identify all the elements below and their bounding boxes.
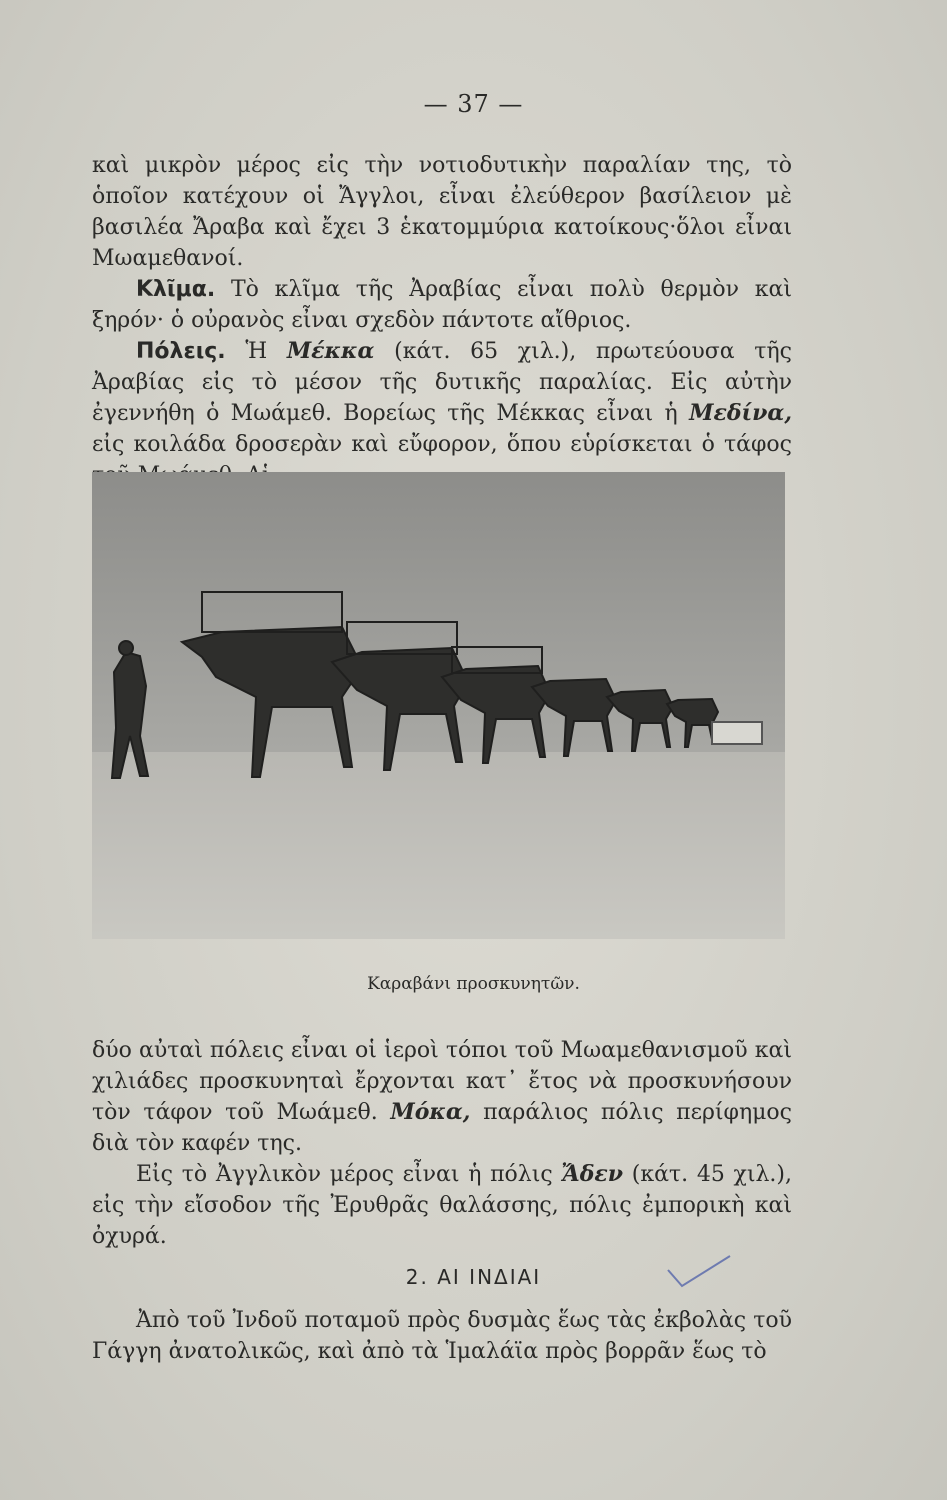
paragraph-climate: Κλῖμα. Τὸ κλῖμα τῆς Ἀραβίας εἶναι πολὺ θερμὸν καὶ ξηρόν· ὁ οὐρανὸς εἶναι σχεδὸν πάντοτε αἴθριος.: [92, 277, 792, 333]
tail-text: [92, 1305, 792, 1367]
paragraph-cities: Πόλεις. Ἡ Μέκκα (κάτ. 65 χιλ.), πρωτεύουσα τῆς Ἀραβίας εἰς τὸ μέσον τῆς δυτικῆς παραλίας. Εἰς αὐτὴν ἐγεννήθη ὁ Μωάμεθ. Βορείως τῆς Μέκκας εἶναι ἡ Μεδίνα, εἰς κοιλάδα δροσερὰν καὶ εὔφορον, ὅπου εὑρίσκεται ὁ τάφος: [92, 338, 792, 457]
paragraph-india-borders: Ἀπὸ τοῦ Ἰνδοῦ ποταμοῦ πρὸς δυσμὰς ἕως τὰς ἐκβολὰς τοῦ Γάγγη ἀνατολικῶς, καὶ ἀπὸ τὰ Ἱμαλάϊα πρὸς βορρᾶν ἕως τὸ: [92, 1308, 792, 1364]
city-medina: Μεδίνα,: [689, 400, 792, 426]
top-text: [92, 150, 792, 491]
heading-climate: Κλῖμα.: [136, 277, 216, 302]
city-mocha: Μόκα,: [390, 1099, 471, 1125]
section-title: 2. ΑΙ ΙΝΔΙΑΙ: [405, 1265, 542, 1289]
caravan-illustration: [92, 472, 785, 939]
photo-caption: Καραβάνι προσκυνητῶν.: [367, 974, 580, 994]
city-aden: Ἄδεν: [561, 1161, 624, 1187]
paragraph-aden: Εἰς τὸ Ἀγγλικὸν μέρος εἶναι ἡ πόλις Ἄδεν (κάτ. 45 χιλ.), εἰς τὴν εἴσοδον τῆς Ἐρυθρᾶς θαλάσσης, πόλις ἐμπορικὴ καὶ ὀχυρά.: [92, 1161, 792, 1249]
pencil-checkmark-icon: [664, 1252, 734, 1292]
paragraph-arabia-kingdom: καὶ μικρὸν μέρος εἰς τὴν νοτιοδυτικὴν παραλίαν της, τὸ ὁποῖον κατέχουν οἱ Ἄγγλοι, εἶναι ἐλεύθερον βασίλειον μὲ βασιλέα Ἄραβα καὶ ἔχει 3 ἑκατομμύρια κατοίκους·ὅλοι εἶναι Μωαμεθανοί.: [92, 153, 792, 271]
paragraph-holy-places: δύο αὐταὶ πόλεις εἶναι οἱ ἱεροὶ τόποι τοῦ Μωαμεθανισμοῦ καὶ χιλιάδες προσκυνηταὶ ἔρχονται κατ᾽ ἔτος νὰ προσκυνήσουν τὸν τάφον τοῦ Μωάμεθ. Μόκα, παράλιος πόλις περίφημος διὰ τὸν καφέν της.: [92, 1038, 792, 1156]
page-number: — 37 —: [423, 90, 524, 118]
heading-cities: Πόλεις.: [136, 339, 226, 364]
bottom-text: [92, 1035, 792, 1252]
caravan-photo: [92, 472, 785, 939]
city-mecca: Μέκκα: [286, 338, 375, 364]
